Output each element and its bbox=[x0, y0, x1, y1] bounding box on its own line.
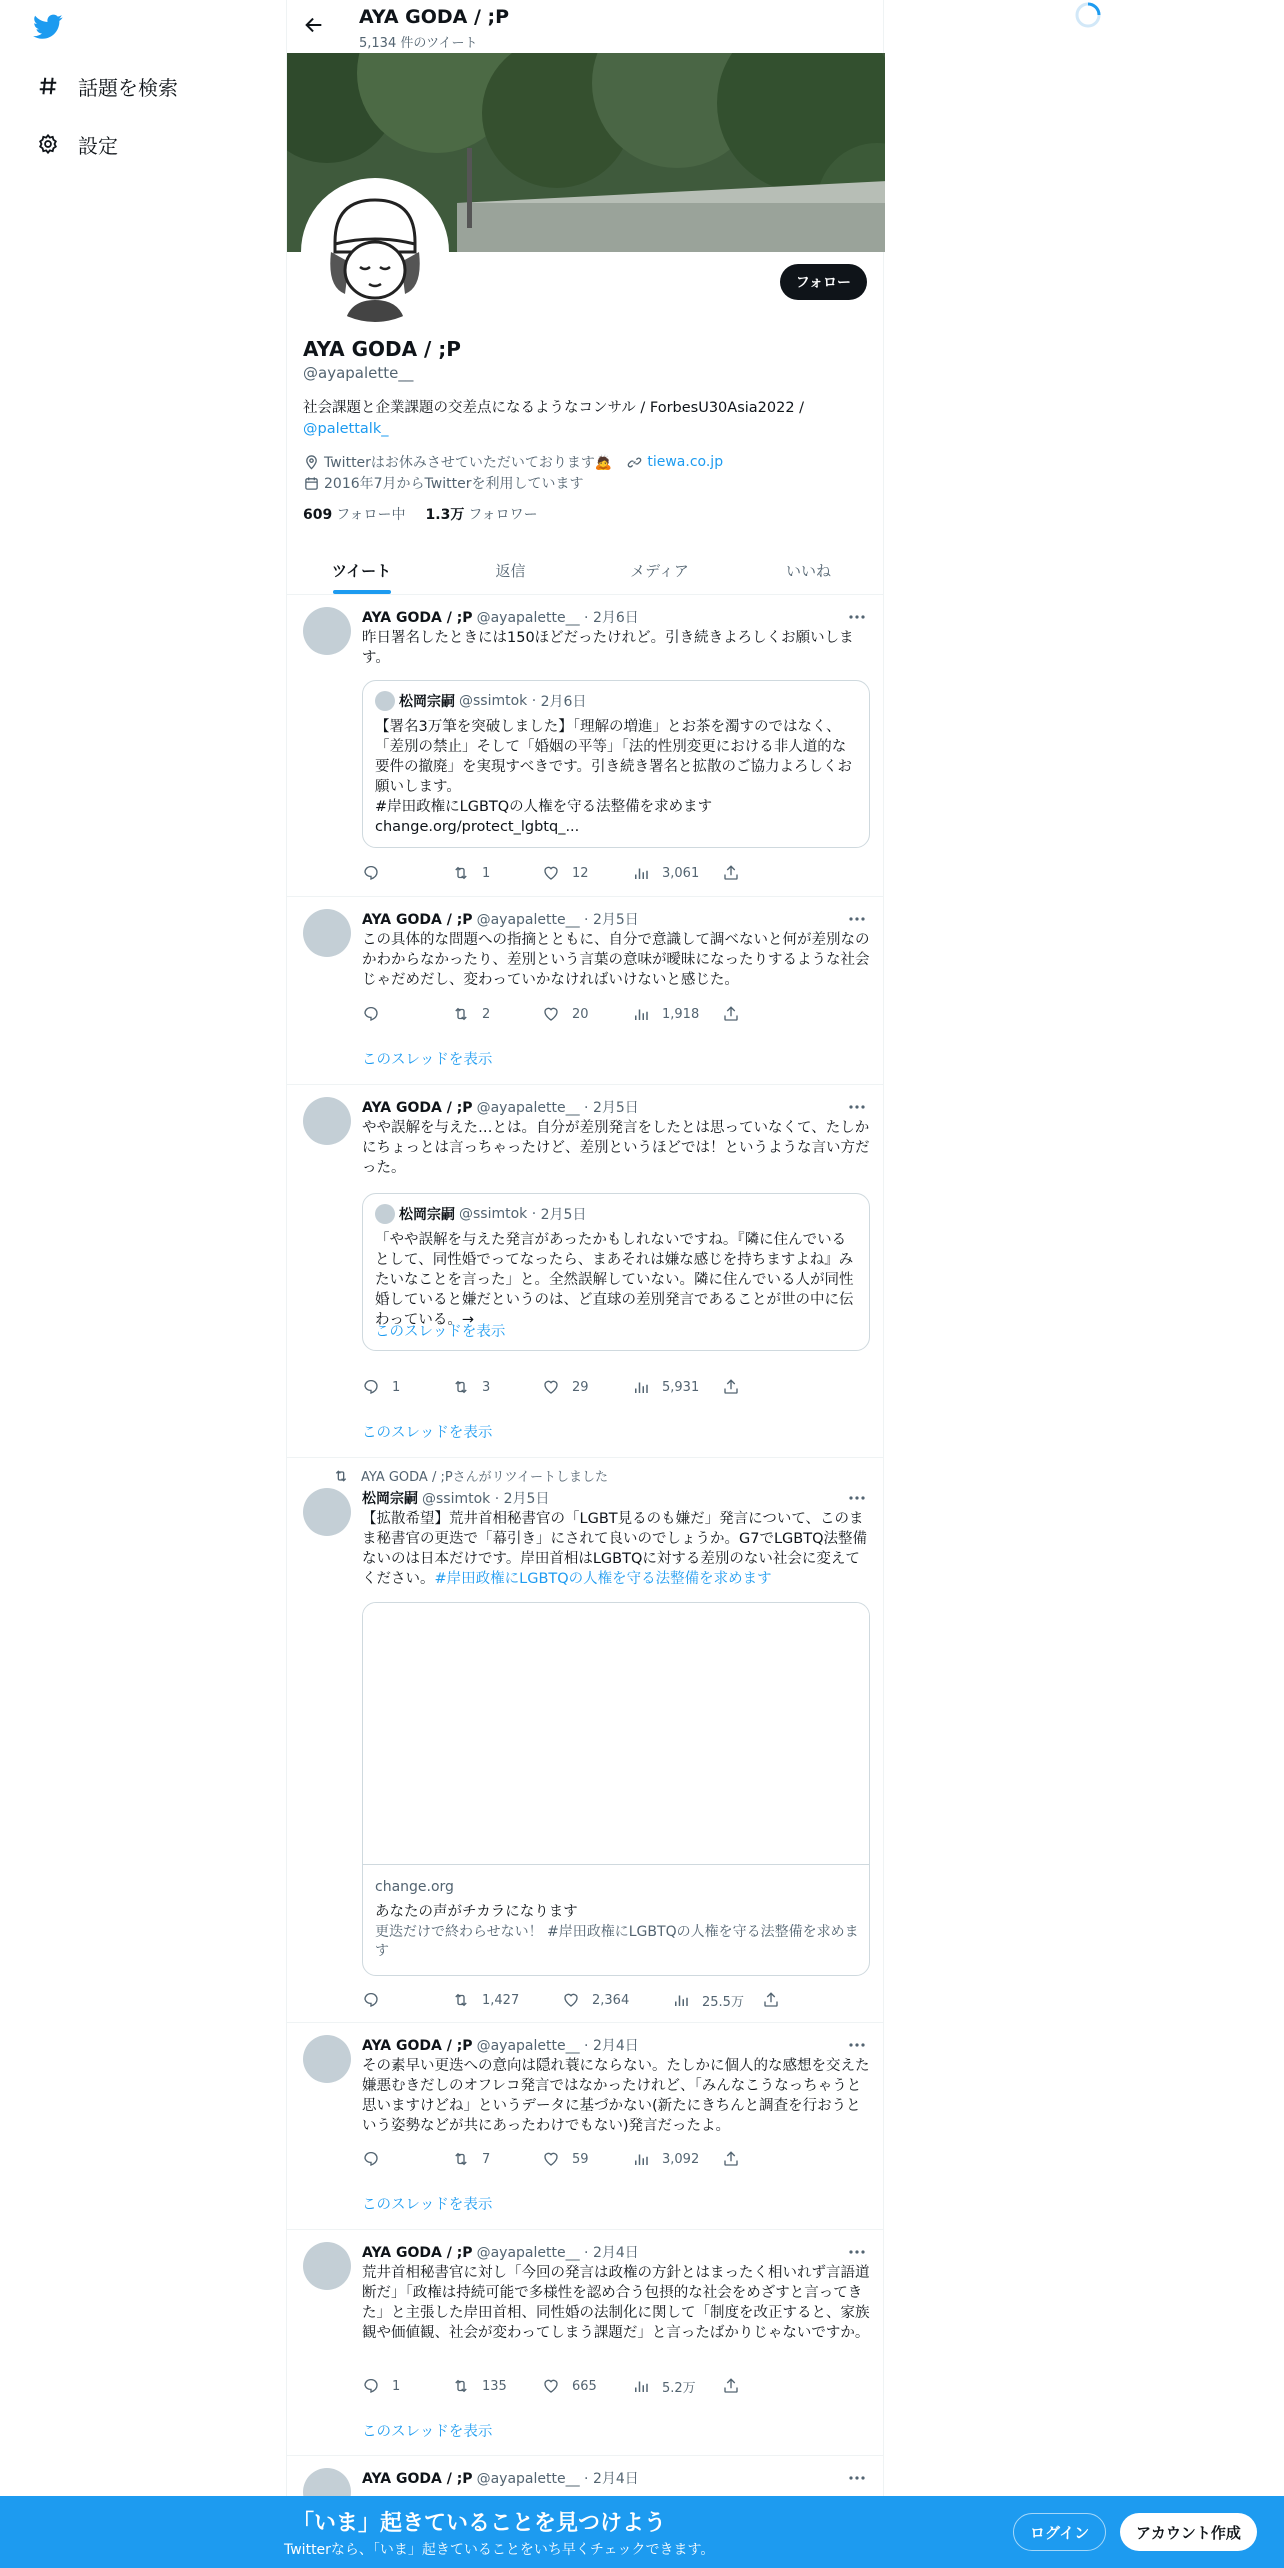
heart-icon bbox=[542, 2150, 560, 2168]
reply-button[interactable] bbox=[362, 2149, 452, 2169]
hashtag-icon bbox=[36, 74, 60, 98]
like-button[interactable]: 12 bbox=[542, 863, 632, 883]
login-button[interactable]: ログイン bbox=[1013, 2513, 1106, 2551]
tweet-text: やや誤解を与えた…とは。自分が差別発言をしたとは思っていなくて、たしかにちょっとは言っちゃったけど、差別というほどでは！というような言い方だった。 bbox=[362, 1120, 870, 1176]
tweet-avatar[interactable] bbox=[303, 1097, 351, 1145]
share-button[interactable] bbox=[722, 1004, 752, 1024]
tweet[interactable] bbox=[287, 1085, 883, 1458]
share-icon bbox=[722, 1005, 740, 1023]
share-button[interactable] bbox=[722, 863, 752, 883]
retweet-button[interactable]: 1,427 bbox=[452, 1990, 562, 2010]
gear-icon bbox=[36, 132, 60, 156]
tab-replies[interactable]: 返信 bbox=[495, 561, 526, 580]
reply-button[interactable] bbox=[362, 1990, 452, 2010]
show-thread-link[interactable]: このスレッドを表示 bbox=[362, 2197, 493, 2213]
card-title: あなたの声がチカラになります bbox=[375, 1904, 578, 1920]
bottom-bar-title: 「いま」起きていることを見つけよう bbox=[292, 2511, 667, 2536]
heart-icon bbox=[542, 864, 560, 882]
tweet-actions bbox=[362, 1004, 792, 1024]
tab-media[interactable]: メディア bbox=[630, 561, 689, 580]
heart-icon bbox=[542, 1378, 560, 1396]
followers-stat[interactable]: 1.3万 フォロワー bbox=[425, 507, 538, 523]
more-icon[interactable] bbox=[847, 1488, 867, 1508]
retweet-label: AYA GODA / ;Pさんがリツイートしました bbox=[333, 1466, 608, 1485]
tweet[interactable] bbox=[287, 595, 883, 897]
share-icon bbox=[722, 2377, 740, 2395]
bar-chart-icon bbox=[632, 1378, 650, 1396]
share-button[interactable] bbox=[722, 1377, 752, 1397]
reply-icon bbox=[362, 2150, 380, 2168]
share-icon bbox=[722, 864, 740, 882]
retweet-button[interactable]: 1 bbox=[452, 863, 542, 883]
profile-bio-link[interactable]: @palettalk_ bbox=[303, 421, 389, 437]
quote-tweet[interactable] bbox=[362, 1193, 870, 1351]
retweet-button[interactable]: 2 bbox=[452, 1004, 542, 1024]
more-icon[interactable] bbox=[847, 2242, 867, 2262]
retweet-button[interactable]: 135 bbox=[452, 2376, 542, 2396]
reply-icon bbox=[362, 864, 380, 882]
tweet-header: AYA GODA / ;P @ayapalette__ · 2月6日 bbox=[362, 610, 639, 626]
quote-avatar bbox=[375, 691, 395, 711]
quote-tweet[interactable] bbox=[362, 680, 870, 848]
nav-settings[interactable] bbox=[36, 126, 118, 162]
views-button[interactable]: 3,061 bbox=[632, 863, 722, 883]
tweet-text: 昨日署名したときには150ほどだったけれど。引き続きよろしくお願いします。 bbox=[362, 630, 854, 666]
share-icon bbox=[722, 1378, 740, 1396]
profile-stats bbox=[303, 504, 538, 524]
show-thread-link[interactable]: このスレッドを表示 bbox=[362, 2424, 493, 2440]
more-icon[interactable] bbox=[847, 909, 867, 929]
views-button[interactable]: 25.5万 bbox=[672, 1990, 762, 2010]
share-icon bbox=[762, 1991, 780, 2009]
reply-button[interactable]: 1 bbox=[362, 1377, 452, 1397]
bar-chart-icon bbox=[632, 2377, 650, 2395]
tweet-header: 松岡宗嗣 @ssimtok · 2月5日 bbox=[362, 1491, 550, 1507]
reply-button[interactable] bbox=[362, 863, 452, 883]
quote-header: 松岡宗嗣 @ssimtok · 2月5日 bbox=[375, 1204, 586, 1224]
retweet-icon bbox=[452, 1005, 470, 1023]
views-button[interactable]: 1,918 bbox=[632, 1004, 722, 1024]
bar-chart-icon bbox=[632, 1005, 650, 1023]
signup-button[interactable]: アカウント作成 bbox=[1120, 2513, 1257, 2551]
reply-icon bbox=[362, 1005, 380, 1023]
quote-text: 【署名3万筆を突破しました】「理解の増進」とお茶を濁すのではなく、「差別の禁止」そして「婚姻の平等」「法的性別変更における非人道的な要件の撤廃」を実現すべきです。引き続き署名と拡散のご協力よろしくお願いします。 #岸田政権にLGBTQの人権を守る法整備を求めます change.org/protect_lgbtq_... bbox=[375, 719, 853, 835]
like-button[interactable]: 20 bbox=[542, 1004, 632, 1024]
calendar-icon bbox=[303, 475, 319, 491]
back-arrow-icon[interactable] bbox=[303, 14, 325, 36]
card-domain: change.org bbox=[375, 1879, 454, 1895]
tweet-actions bbox=[362, 1377, 792, 1397]
like-button[interactable]: 59 bbox=[542, 2149, 632, 2169]
profile-meta-row bbox=[303, 452, 723, 472]
retweet-icon bbox=[452, 2377, 470, 2395]
tweet-avatar[interactable] bbox=[303, 2035, 351, 2083]
share-icon bbox=[722, 2150, 740, 2168]
more-icon[interactable] bbox=[847, 607, 867, 627]
tweet-text: その素早い更迭への意向は隠れ蓑にならない。たしかに個人的な感想を交えた嫌悪むきだしのオフレコ発言ではなかったけれど、「みんなこうなっちゃうと思いますけどね」というデータに基づかない(新たにきちんと調査を行おうという姿勢などが共にあったわけでもない)発言だったよ。 bbox=[362, 2058, 870, 2134]
tweet-header: AYA GODA / ;P @ayapalette__ · 2月5日 bbox=[362, 1100, 639, 1116]
card-description: 更迭だけで終わらせない！ #岸田政権にLGBTQの人権を守る法整備を求めます bbox=[375, 1924, 859, 1959]
reply-icon bbox=[362, 2377, 380, 2395]
reply-icon bbox=[362, 1991, 380, 2009]
retweet-button[interactable]: 7 bbox=[452, 2149, 542, 2169]
profile-bio bbox=[303, 398, 863, 440]
views-button[interactable]: 3,092 bbox=[632, 2149, 722, 2169]
more-icon[interactable] bbox=[847, 2468, 867, 2488]
tweet-header: AYA GODA / ;P @ayapalette__ · 2月4日 bbox=[362, 2245, 639, 2261]
quote-text: 「やや誤解を与えた発言があったかもしれないですね。『隣に住んでいるとして、同性婚でってなったら、まあそれは嫌な感じを持ちますよね』みたいなことを言った」と。全然誤解していない。隣に住んでいる人が同性婚していると嫌だというのは、ど直球の差別発言であることが世の中に伝わっている。→ bbox=[375, 1232, 854, 1328]
nav-explore-label: 話題を検索 bbox=[78, 75, 178, 100]
reply-icon bbox=[362, 1378, 380, 1396]
retweet-button[interactable]: 3 bbox=[452, 1377, 542, 1397]
profile-name: AYA GODA / ;P bbox=[303, 337, 461, 361]
tweet-actions bbox=[362, 1990, 792, 2010]
header-tweet-count: 5,134 件のツイート bbox=[359, 36, 478, 51]
more-icon[interactable] bbox=[847, 1097, 867, 1117]
retweet-icon bbox=[452, 1991, 470, 2009]
show-thread-link[interactable]: このスレッドを表示 bbox=[362, 1425, 493, 1441]
share-button[interactable] bbox=[722, 2376, 752, 2396]
profile-joined: 2016年7月からTwitterを利用しています bbox=[324, 476, 584, 492]
link-card[interactable] bbox=[362, 1602, 870, 1976]
tweet-text: 荒井首相秘書官に対し「今回の発言は政権の方針とはまったく相いれず言語道断だ」「政権は持続可能で多様性を認め合う包摂的な社会をめざすと言ってきた」と主張した岸田首相、同性婚の法制化に関して「制度を改正すると、家族観や価値観、社会が変わってしまう課題だ」と言ったばかりじゃないですか。 bbox=[362, 2265, 870, 2341]
like-button[interactable]: 2,364 bbox=[562, 1990, 672, 2010]
tweet-actions bbox=[362, 863, 792, 883]
retweet-icon bbox=[452, 864, 470, 882]
follow-button[interactable]: フォロー bbox=[780, 264, 867, 300]
tweet-retweet[interactable] bbox=[287, 1458, 883, 2023]
twitter-logo-icon[interactable] bbox=[33, 14, 63, 40]
profile-joined-row bbox=[303, 473, 583, 493]
card-image bbox=[363, 1603, 869, 1865]
tweet-text: この具体的な問題への指摘とともに、自分で意識して調べないと何が差別なのかわからなかったり、差別という言葉の意味が曖昧になったりするような社会じゃだめだし、変わっていかなければいけないと感じた。 bbox=[362, 932, 870, 988]
following-stat[interactable]: 609 フォロー中 bbox=[303, 507, 406, 523]
views-button[interactable]: 5.2万 bbox=[632, 2376, 722, 2396]
bottom-bar-subtitle: Twitterなら、「いま」起きていることをいち早くチェックできます。 bbox=[284, 2542, 715, 2558]
like-button[interactable]: 29 bbox=[542, 1377, 632, 1397]
quote-avatar bbox=[375, 1204, 395, 1224]
tab-tweets[interactable]: ツイート bbox=[287, 546, 436, 594]
nav-settings-label: 設定 bbox=[78, 133, 118, 158]
heart-icon bbox=[562, 1991, 580, 2009]
retweet-icon bbox=[452, 2150, 470, 2168]
profile-avatar[interactable] bbox=[301, 178, 449, 326]
link-icon bbox=[626, 454, 642, 470]
quote-show-thread-link[interactable]: このスレッドを表示 bbox=[375, 1324, 506, 1340]
tweet-avatar[interactable] bbox=[303, 909, 351, 957]
share-button[interactable] bbox=[722, 2149, 752, 2169]
retweet-icon bbox=[333, 1468, 349, 1484]
tweet[interactable] bbox=[287, 2230, 883, 2456]
bar-chart-icon bbox=[632, 864, 650, 882]
nav-explore[interactable] bbox=[36, 68, 178, 104]
profile-tabs bbox=[287, 546, 883, 595]
quote-header: 松岡宗嗣 @ssimtok · 2月6日 bbox=[375, 691, 586, 711]
views-button[interactable]: 5,931 bbox=[632, 1377, 722, 1397]
show-thread-link[interactable]: このスレッドを表示 bbox=[362, 1052, 493, 1068]
tweet-avatar[interactable] bbox=[303, 1488, 351, 1536]
profile-website[interactable]: tiewa.co.jp bbox=[647, 454, 724, 470]
tweet-text: 【拡散希望】荒井首相秘書官の「LGBT見るのも嫌だ」発言について、このまま秘書官の更迭で「幕引き」にされて良いのでしょうか。G7でLGBTQ法整備ないのは日本だけです。岸田首相はLGBTQに対する差別のない社会に変えてください。#岸田政権にLGBTQの人権を守る法整備を求めます bbox=[362, 1511, 867, 1587]
header-name: AYA GODA / ;P bbox=[359, 6, 510, 28]
profile-column bbox=[286, 0, 884, 2568]
profile-header bbox=[287, 0, 883, 53]
hashtag-link[interactable]: #岸田政権にLGBTQの人権を守る法整備を求めます bbox=[434, 1571, 772, 1587]
heart-icon bbox=[542, 1005, 560, 1023]
tweet-header: AYA GODA / ;P @ayapalette__ · 2月5日 bbox=[362, 912, 639, 928]
bar-chart-icon bbox=[672, 1991, 690, 2009]
heart-icon bbox=[542, 2377, 560, 2395]
tweet-header: AYA GODA / ;P @ayapalette__ · 2月4日 bbox=[362, 2038, 639, 2054]
tweet[interactable] bbox=[287, 2023, 883, 2230]
more-icon[interactable] bbox=[847, 2035, 867, 2055]
avatar-illustration bbox=[305, 182, 445, 322]
share-button[interactable] bbox=[762, 1990, 792, 2010]
tweet-header: AYA GODA / ;P @ayapalette__ · 2月4日 bbox=[362, 2471, 639, 2487]
profile-location: Twitterはお休みさせていただいております🙇 bbox=[324, 455, 613, 471]
profile-bio-text: 社会課題と企業課題の交差点になるようなコンサル / ForbesU30Asia2022 / bbox=[303, 400, 805, 416]
tweet-avatar[interactable] bbox=[303, 607, 351, 655]
loading-spinner-icon bbox=[1074, 1, 1102, 29]
signup-bottom-bar bbox=[0, 2496, 1284, 2568]
tweet-avatar[interactable] bbox=[303, 2242, 351, 2290]
reply-button[interactable] bbox=[362, 1004, 452, 1024]
tweet-actions bbox=[362, 2149, 792, 2169]
bar-chart-icon bbox=[632, 2150, 650, 2168]
like-button[interactable]: 665 bbox=[542, 2376, 632, 2396]
profile-handle: @ayapalette__ bbox=[303, 364, 414, 382]
location-pin-icon bbox=[303, 454, 319, 470]
tweet[interactable] bbox=[287, 897, 883, 1085]
reply-button[interactable]: 1 bbox=[362, 2376, 452, 2396]
tweet-actions bbox=[362, 2376, 792, 2396]
tab-likes[interactable]: いいね bbox=[785, 561, 831, 580]
retweet-icon bbox=[452, 1378, 470, 1396]
